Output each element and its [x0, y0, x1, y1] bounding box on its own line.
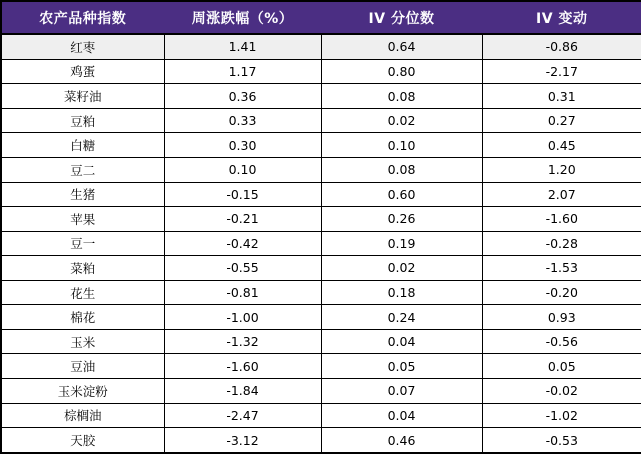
iv-change-cell: -1.53 [482, 256, 641, 281]
variety-cell: 豆粕 [1, 108, 164, 133]
iv-percentile-cell: 0.04 [321, 329, 482, 354]
iv-change-cell: 0.31 [482, 84, 641, 109]
table-row [1, 354, 641, 379]
variety-cell: 棉花 [1, 305, 164, 330]
weekly-change-cell: 0.33 [164, 108, 321, 133]
table-row [1, 108, 641, 133]
iv-percentile-cell: 0.05 [321, 354, 482, 379]
iv-change-cell: -0.53 [482, 428, 641, 453]
iv-percentile-cell: 0.08 [321, 84, 482, 109]
table-row [1, 329, 641, 354]
iv-percentile-cell: 0.10 [321, 133, 482, 158]
variety-cell: 鸡蛋 [1, 59, 164, 84]
table-row [1, 207, 641, 232]
table-row [1, 231, 641, 256]
weekly-change-cell: -1.84 [164, 379, 321, 404]
iv-percentile-cell: 0.19 [321, 231, 482, 256]
iv-percentile-cell: 0.08 [321, 157, 482, 182]
table-row [1, 305, 641, 330]
iv-change-cell: -0.02 [482, 379, 641, 404]
weekly-change-cell: 0.36 [164, 84, 321, 109]
iv-change-cell: -0.28 [482, 231, 641, 256]
iv-percentile-cell: 0.02 [321, 108, 482, 133]
column-header-weekly-change: 周涨跌幅（%） [164, 1, 321, 34]
weekly-change-cell: 1.17 [164, 59, 321, 84]
iv-change-cell: -1.02 [482, 403, 641, 428]
variety-cell: 豆油 [1, 354, 164, 379]
table-body [1, 34, 641, 453]
table-row [1, 59, 641, 84]
variety-cell: 豆一 [1, 231, 164, 256]
table-header [1, 1, 641, 34]
variety-cell: 生猪 [1, 182, 164, 207]
table-row [1, 379, 641, 404]
iv-percentile-cell: 0.46 [321, 428, 482, 453]
table-row [1, 84, 641, 109]
iv-change-cell: -2.17 [482, 59, 641, 84]
table-row [1, 428, 641, 453]
column-header-iv-percentile: IV 分位数 [321, 1, 482, 34]
iv-change-cell: 0.05 [482, 354, 641, 379]
weekly-change-cell: -0.55 [164, 256, 321, 281]
iv-change-cell: -0.56 [482, 329, 641, 354]
variety-cell: 菜粕 [1, 256, 164, 281]
weekly-change-cell: -3.12 [164, 428, 321, 453]
variety-cell: 苹果 [1, 207, 164, 232]
weekly-change-cell: -2.47 [164, 403, 321, 428]
table-header-row [1, 1, 641, 34]
variety-cell: 菜籽油 [1, 84, 164, 109]
weekly-change-cell: -0.81 [164, 280, 321, 305]
variety-cell: 棕榈油 [1, 403, 164, 428]
variety-cell: 白糖 [1, 133, 164, 158]
table-row [1, 34, 641, 59]
iv-change-cell: -1.60 [482, 207, 641, 232]
table-row [1, 133, 641, 158]
weekly-change-cell: -0.15 [164, 182, 321, 207]
variety-cell: 花生 [1, 280, 164, 305]
table-row [1, 256, 641, 281]
iv-change-cell: 0.45 [482, 133, 641, 158]
iv-percentile-cell: 0.24 [321, 305, 482, 330]
weekly-change-cell: 1.41 [164, 34, 321, 59]
iv-percentile-cell: 0.64 [321, 34, 482, 59]
variety-cell: 天胶 [1, 428, 164, 453]
iv-percentile-cell: 0.26 [321, 207, 482, 232]
iv-percentile-cell: 0.07 [321, 379, 482, 404]
weekly-change-cell: -0.42 [164, 231, 321, 256]
iv-change-cell: 0.27 [482, 108, 641, 133]
iv-percentile-cell: 0.60 [321, 182, 482, 207]
weekly-change-cell: 0.10 [164, 157, 321, 182]
iv-change-cell: -0.86 [482, 34, 641, 59]
iv-change-cell: 2.07 [482, 182, 641, 207]
iv-percentile-cell: 0.04 [321, 403, 482, 428]
column-header-variety: 农产品种指数 [1, 1, 164, 34]
iv-change-cell: -0.20 [482, 280, 641, 305]
weekly-change-cell: -0.21 [164, 207, 321, 232]
variety-cell: 玉米 [1, 329, 164, 354]
weekly-change-cell: -1.32 [164, 329, 321, 354]
variety-cell: 豆二 [1, 157, 164, 182]
table-row [1, 157, 641, 182]
weekly-change-cell: -1.00 [164, 305, 321, 330]
weekly-change-cell: -1.60 [164, 354, 321, 379]
iv-change-cell: 1.20 [482, 157, 641, 182]
table-row [1, 182, 641, 207]
weekly-change-cell: 0.30 [164, 133, 321, 158]
variety-cell: 红枣 [1, 34, 164, 59]
column-header-iv-change: IV 变动 [482, 1, 641, 34]
iv-percentile-cell: 0.02 [321, 256, 482, 281]
variety-cell: 玉米淀粉 [1, 379, 164, 404]
iv-percentile-cell: 0.18 [321, 280, 482, 305]
table-row [1, 403, 641, 428]
table-row [1, 280, 641, 305]
iv-change-cell: 0.93 [482, 305, 641, 330]
iv-percentile-cell: 0.80 [321, 59, 482, 84]
